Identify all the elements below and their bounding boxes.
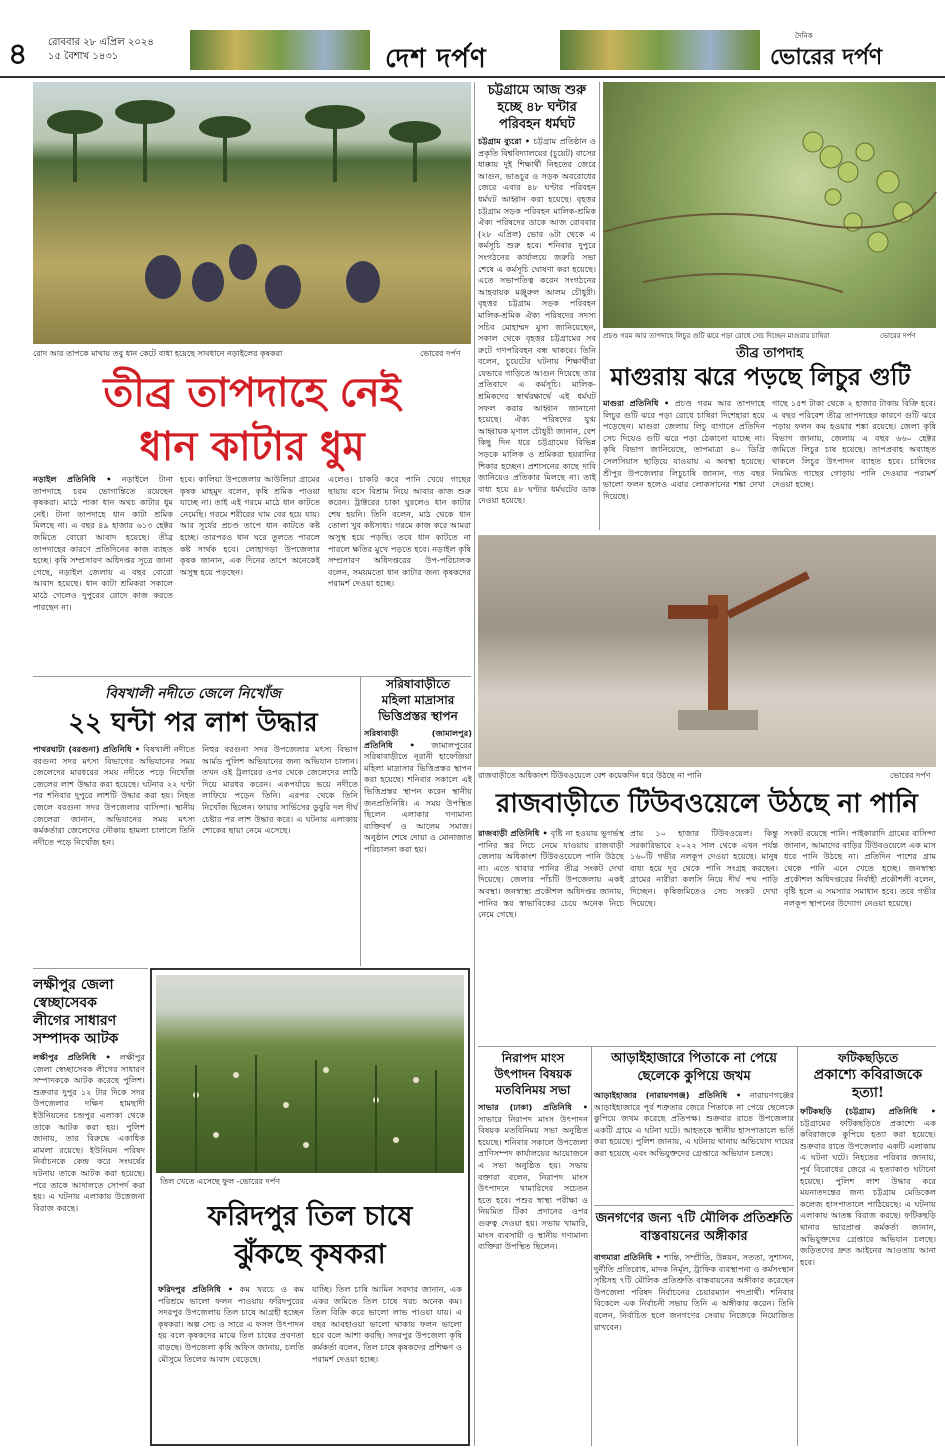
story7-text: লক্ষীপুর জেলা স্বেচ্ছাসেবক লীগের সাধারণ সম্পাদককে আটক করেছে পুলিশ। শুক্রবার দুপুর ১২ টার দিকে সদর উপজেলার দক্ষিণ হামছাদী ইউনিয়নের চন্দ্রপুর এলাকা থেকে তাকে আটক করা হয়। পুলিশ জানায়, তার বিরুদ্ধে একাধিক মামলা রয়েছে। ইউনিয়ন পরিষদ নির্বাচনকে কেন্দ্র করে সংঘর্ষের ঘটনায় তাকে আটক করা হয়েছে। পরে তাকে আদালতে সোপর্দ করা হয়। এ ঘটনায় এলাকায় উত্তেজনা বিরাজ করছে।: [33, 1052, 145, 1213]
rice-harvest-illustration: [33, 82, 471, 344]
story3-text-2: গাছে ১৫শ টাকা থেকে ২ হাজার টাকায় বিক্রি হবে। এ বছর পরিবেশ তীব্র তাপদাহের কারণে গুটি ঝরে পড়ায় ফলন কম হওয়ার শঙ্কা রয়েছে। জেলা কৃষি বিভাগ জানায়, জেলায় এ বছর ৬৬০ হেক্টর জমিতে লিচুর চাষ হয়েছে। তাপপ্রবাহ অব্যাহত থাকলে লিচুর উৎপাদন ব্যাহত হবে। চাষিদের নিয়মিত গাছের গোড়ায় পানি দেওয়ার পরামর্শ দেওয়া হচ্ছে।: [772, 398, 936, 490]
story4-byline: পাথরঘাটা (বরগুনা) প্রতিনিধি •: [33, 744, 141, 754]
story3-column-2: [772, 398, 936, 530]
sesame-photo-caption: তিল খেতে এসেছে ফুল -ভোরের দর্পণ: [160, 1177, 281, 1186]
tubewell-photo: [478, 535, 936, 767]
story3-kicker: তীব্র তাপদাহ: [735, 346, 804, 361]
story5-body: [364, 728, 472, 964]
story1-text-1: নড়াইলে টানা তাপদাহে চরম ভোগান্তিতে রয়েছেন কৃষকরা। মাঠে পাকা ধান অথচ কাটার ধুম নেই। টানা তাপদাহে ধান কাটা শ্রমিক মিলছে না। এ বছর ৪৯ হাজার ৬১৩ হেক্টর জমিতে বোরো আবাদ হয়েছে। তীব্র তাপদাহের কারণে প্রতিদিনের কাজ ব্যাহত হচ্ছে। কৃষি সম্প্রসারণ অধিদপ্তর সূত্রে জানা গেছে, নড়াইল জেলায় এ বছর বোরো আবাদ হয়েছে। ধান কাটা শ্রমিকরা সকালে মাঠে গেলেও দুপুরের রোদে কাজ করতে পারছেন না।: [33, 474, 173, 612]
tubewell-photo-caption: রাজবাড়ীতে অধিকাংশ টিউবওয়েলে বেশ কয়েকদিন ধরে উঠছে না পানি: [478, 771, 702, 780]
date-bengali: ১৫ বৈশাখ ১৪৩১: [48, 51, 119, 62]
litchi-photo-caption: প্রচণ্ড গরম আর তাপদাহে লিচুর গুটি ঝরে পড়া রোধে সেচ দিচ্ছেন মাগুরার চাষিরা: [603, 332, 830, 340]
story7-headline-line1: লক্ষীপুর জেলা: [33, 977, 114, 993]
story8-column-1: [158, 1284, 304, 1440]
story10-text: নারায়ণগঞ্জের আড়াইহাজারে পূর্ব শত্রুতার জেরে পিতাকে না পেয়ে ছেলেকে কুপিয়ে জখম করেছে প্রতিপক্ষ। শুক্রবার রাতে উপজেলার একটি গ্রামে এ ঘটনা ঘটে। আহতকে স্থানীয় হাসপাতালে ভর্তি করা হয়েছে। পুলিশ জানায়, এ ঘটনায় থানায় অভিযোগ দায়ের করা হয়েছে এবং অভিযুক্তদের গ্রেপ্তারে অভিযান চলছে।: [594, 1090, 794, 1158]
story3-headline: মাগুরায় ঝরে পড়ছে লিচুর গুটি: [610, 362, 911, 391]
story7-headline: [33, 976, 145, 1048]
sesame-photo: [156, 975, 464, 1173]
story4-column-2: [202, 744, 358, 964]
story2-headline-line3: পরিবহন ধর্মঘট: [499, 117, 575, 132]
story12-byline: ফটিকছড়ি (চট্টগ্রাম) প্রতিনিধি •: [800, 1106, 936, 1116]
story1-column-2: [180, 474, 320, 670]
divider: [594, 1205, 794, 1206]
litchi-photo: [603, 82, 936, 328]
masthead-banner-photos-right: [560, 30, 760, 70]
column-rule: [360, 676, 361, 966]
column-rule: [599, 82, 600, 530]
page-number: ৪: [8, 37, 28, 72]
story9-headline-line1: নিরাপদ মাংস: [501, 1051, 565, 1065]
story2-headline-line1: চট্টগ্রামে আজ শুরু: [487, 83, 587, 98]
column-rule: [591, 1046, 592, 1446]
divider: [478, 1046, 936, 1047]
story6-byline: রাজবাড়ী প্রতিনিধি •: [478, 828, 548, 838]
rice-photo-caption: রোদ আর তাপকে মাথায় তবু ধান কেটে বাধা হয়েছে সাবধানে নড়াইলের কৃষকরা: [33, 349, 283, 358]
date-gregorian: রোববার ২৮ এপ্রিল ২০২৪: [48, 37, 154, 48]
story2-headline: [478, 82, 596, 133]
story2-text: চট্টগ্রাম প্রতিষ্ঠান ও প্রকৃতি বিশ্ববিদ্যালয়ের (চুয়েট) বাসের ধাক্কায় দুই শিক্ষার্থী নিহতের জেরে আগুন, ভাঙচুর ও সড়ক অবরোধের জেরে এবার ৪৮ ঘণ্টার পরিবহন ধর্মঘট আহ্বান করা হয়েছে। বৃহত্তর চট্টগ্রাম সড়ক পরিবহন মালিক-শ্রমিক ঐক্য পরিষদের ডাকে আজ রোববার (২৮ এপ্রিল) ভোর ৬টা থেকে এ কর্মসূচি শুরু হবে। শনিবার দুপুরে সংগঠনের কার্যালয়ে জরুরি সভা শেষে এ কর্মসূচি ঘোষণা করা হয়েছে। এতে সভাপতিত্ব করেন সংগঠনের আহবায়ক মঞ্জুরুল আলম চৌধুরী। বৃহত্তর চট্টগ্রাম সড়ক পরিবহন মালিক-শ্রমিক ঐক্য পরিষদের সদস্য সচিব মোহাম্মদ মুসা জানিয়েছেন, সকাল থেকে বৃহত্তর চট্টগ্রামের সব রুটে গণপরিবহন বন্ধ থাকবে। তিনি বলেন, চুয়েটের ঘটনায় শিক্ষার্থীরা যেভাবে গাড়িতে আগুন দিয়েছে তার প্রতিবাদে এ কর্মসূচি। মালিক-শ্রমিকদের স্বার্থরক্ষার্থে এই ধর্মঘট সফল করার আহ্বান জানানো হয়েছে। ঐক্য পরিষদের যুগ্ম আহ্বায়ক মৃণাল চৌধুরী জানান, বেশ কিছু দিন ধরে চট্টগ্রামের বিভিন্ন সড়কে মালিক ও শ্রমিকরা হয়রানির শিকার হচ্ছেন। প্রশাসনের কাছে দাবি জানিয়েও প্রতিকার মিলছে না। তাই বাধ্য হয়ে ৪৮ ঘণ্টার ধর্মঘটের ডাক দেওয়া হয়েছে।: [478, 136, 597, 506]
story4-column-1: [33, 744, 195, 964]
rice-harvest-photo: [33, 82, 471, 344]
story5-headline-line1: সরিষাবাড়ীতে: [385, 677, 451, 691]
story7-headline-line4: সম্পাদক আটক: [33, 1031, 119, 1047]
story9-body: [478, 1102, 588, 1444]
story4-kicker: বিষখালী নদীতে জেলে নিখোঁজ: [105, 686, 281, 702]
story1-text-3: এলেও। চাকরি করে পানি খেয়ে গাছের ছায়ায় বসে বিশ্রাম নিয়ে আবার কাজ শুরু করেন। ট্রাক্টরের চাকা ঘুরলেও ধান কাটার শেষ হয়নি। তিনি বলেন, মাঠ থেকে ধান তোলা খুব কষ্টসাধ্য। গরমে কাজ করে আমরা অসুস্থ হয়ে পড়ছি। তবে ধান কাটতে না পারলে ক্ষতির মুখে পড়তে হবে। নড়াইল কৃষি সম্প্রসারণ অধিদপ্তরের উপ-পরিচালক বলেন, সময়মতো ধান কাটার জন্য কৃষকদের পরামর্শ দেওয়া হচ্ছে।: [328, 474, 471, 589]
sesame-illustration: [156, 975, 464, 1173]
story10-headline: [594, 1050, 794, 1086]
story4-text-2: নিহুর বরগুনা সদর উপজেলার মৎস্য বিভাগ আর্মড পুলিশ অভিযানের জন্য অভিযান চালান। তখন ওই ট্রলারের ওপর থেকে জেলেদের লাঠি দিয়ে মারধর করেন। একপর্যায়ে ভয়ে নদীতে লাফিয়ে পড়েন তিনি। এরপর থেকে তিনি নিখোঁজ ছিলেন। ফায়ার সার্ভিসের ডুবুরি দল দীর্ঘ চেষ্টার পর লাশ উদ্ধার করে। এ ঘটনায় এলাকায় শোকের ছায়া নেমে এসেছে।: [202, 744, 358, 836]
story1-column-3: [328, 474, 471, 670]
story7-byline: লক্ষীপুর প্রতিনিধি •: [33, 1052, 111, 1062]
story10-byline: আড়াইহাজার (নারায়ণগঞ্জ) প্রতিনিধি •: [594, 1090, 742, 1100]
story1-text-2: হবে। কালিয়া উপজেলার আউলিয়া গ্রামের কৃষক মাহমুদ বলেন, কৃষি শ্রমিক পাওয়া যাচ্ছে না। তাই এই গরমে মাঠে ধান কাটতে নেমেছি। গরমে শরীরের ঘাম বের হয়ে যায়। আর সূর্যের প্রচণ্ড তাপে ধান কাটতে কষ্ট হচ্ছে। তারপরও ধান ঘরে তুলতে পারলে কষ্ট সার্থক হবে। লোহাগড়া উপজেলার কৃষক জানান, এক দিনের তাপে অনেকেই অসুস্থ হয়ে পড়ছেন।: [180, 474, 320, 577]
story11-headline-line1: জনগণের জন্য ৭টি মৌলিক প্রতিশ্রুতি: [595, 1211, 793, 1226]
section-title: দেশ দর্পণ: [385, 44, 487, 74]
story7-headline-line2: স্বেচ্ছাসেবক: [33, 995, 97, 1011]
divider: [33, 676, 471, 677]
story9-headline-line2: উৎপাদন বিষয়ক: [494, 1067, 572, 1081]
story8-headline-line1: ফরিদপুর তিল চাষে: [207, 1201, 413, 1232]
story1-headline: [33, 366, 471, 474]
story6-column-2: [630, 828, 778, 1042]
story12-kicker: ফটিকছড়িতে: [837, 1051, 899, 1065]
story9-headline: [478, 1050, 588, 1098]
story4-headline: ২২ ঘন্টা পর লাশ উদ্ধার: [68, 708, 318, 738]
divider: [33, 968, 148, 969]
story1-headline-line1: তীব্র তাপদাহে নেই: [103, 369, 401, 416]
story5-headline: [364, 676, 472, 724]
story2-body-continued: [478, 422, 596, 530]
story6-text-3: সংকট রয়েছে পানি। পাইকারাদি গ্রামের বাসিন্দা জানান, আমাদের বাড়ির টিউবওয়েলে এক মাস ধরে পানি উঠছে না। প্রতিদিন পাশের গ্রাম থেকে পানি এনে খেতে হচ্ছে। জনস্বাস্থ্য প্রকৌশল অধিদপ্তরের নির্বাহী প্রকৌশলী বলেন, বৃষ্টি হলে এ সমস্যার সমাধান হবে। তবে গভীর নলকূপ স্থাপনের উদ্যোগ নেওয়া হয়েছে।: [784, 828, 936, 908]
story7-headline-line3: লীগের সাধারণ: [33, 1013, 117, 1029]
date-box: [48, 36, 154, 64]
story2-byline: চট্টগ্রাম ব্যুরো •: [478, 136, 531, 146]
story9-byline: সাভার (ঢাকা) প্রতিনিধি •: [478, 1102, 588, 1112]
story8-headline-line2: ঝুঁকছে কৃষকরা: [234, 1239, 386, 1270]
story8-column-2: [312, 1284, 462, 1440]
story10-headline-line2: ছেলেকে কুপিয়ে জখম: [637, 1069, 751, 1084]
story10-body: [594, 1090, 794, 1200]
story11-headline: [594, 1210, 794, 1246]
story1-column-1: [33, 474, 173, 670]
rice-photo-credit: ভোরের দর্পণ: [420, 349, 461, 358]
story3-column-1: [603, 398, 765, 530]
story6-text-1: বৃষ্টি না হওয়ায় ভূগর্ভস্থ পানির স্তর নিচে নেমে যাওয়ায় রাজবাড়ী জেলায় অধিকাংশ টিউবওয়েলে পানি উঠছে না। এতে খাবার পানির তীব্র সংকট দেখা দিয়েছে। জেলার পাঁচটি উপজেলায় একই অবস্থা। জনস্বাস্থ্য প্রকৌশল অধিদপ্তর জানায়, পানির স্তর স্বাভাবিকের চেয়ে অনেক নিচে নেমে গেছে।: [478, 828, 624, 920]
story12-headline: [800, 1066, 936, 1102]
story11-text: শান্তি, সম্প্রীতি, উন্নয়ন, সততা, সুশাসন, দুর্নীতি প্রতিরোধ, মাদক নির্মূল, ট্রাফিক ব্যবস্থাপনা ও কর্মসংস্থান সৃষ্টিসহ ৭টি মৌলিক প্রতিশ্রুতি বাস্তবায়নের অঙ্গীকার করেছেন উপজেলা পরিষদ নির্বাচনের চেয়ারম্যান পদপ্রার্থী। শনিবার বিকেলে এক নির্বাচনী সভায় তিনি এ অঙ্গীকার করেন। তিনি বলেন, নির্বাচিত হলে জনগণের সেবায় নিজেকে নিয়োজিত রাখবেন।: [594, 1252, 794, 1332]
story6-column-1: [478, 828, 624, 1042]
story9-text: সাভারে নিরাপদ মাংস উৎপাদন বিষয়ক মতবিনিময় সভা অনুষ্ঠিত হয়েছে। শনিবার সকালে উপজেলা প্রাণিসম্পদ কার্যালয়ের আয়োজনে এ সভা অনুষ্ঠিত হয়। সভায় বক্তারা বলেন, নিরাপদ মাংস উৎপাদনে খামারিদের সচেতন হতে হবে। পশুর স্বাস্থ্য পরীক্ষা ও নিয়মিত টিকা প্রদানের ওপর গুরুত্ব দেওয়া হয়। সভায় খামারি, মাংস ব্যবসায়ী ও স্থানীয় গণ্যমান্য ব্যক্তিরা উপস্থিত ছিলেন।: [478, 1113, 588, 1252]
story11-body: [594, 1252, 794, 1444]
brand-logo: ভোরের দর্পণ: [770, 44, 883, 70]
litchi-photo-credit: ভোরের দর্পণ: [880, 332, 916, 340]
story8-text-1: কম খরচে ও কম পরিশ্রমে ভালো ফলন পাওয়ায় ফরিদপুরের সদরপুর উপজেলায় তিল চাষে আগ্রহী হচ্ছেন কৃষকরা। অল্প সেচ ও সারে এ ফসল উৎপাদন হয় বলে কৃষকদের মাঝে তিল চাষের প্রবণতা বাড়ছে। উপজেলা কৃষি অফিস জানায়, চলতি মৌসুমে তিলের আবাদ বেড়েছে।: [158, 1284, 304, 1364]
story12-headline-line2: হত্যা!: [851, 1085, 885, 1101]
story2-body: [478, 136, 597, 506]
story8-byline: ফরিদপুর প্রতিনিধি •: [158, 1284, 234, 1294]
story12-body: [800, 1106, 936, 1444]
story8-headline: [150, 1198, 470, 1274]
column-rule: [797, 1046, 798, 1446]
tubewell-illustration: [478, 535, 936, 767]
story6-text-2: প্রায় ১০ হাজার টিউবওয়েল। কিন্তু সরকারিভাবে ২০২২ সাল থেকে এখন পর্যন্ত ১৬০টি গভীর নলকূপ দেওয়া হয়েছে। মানুষ বাধ্য হয়ে দূর থেকে পানি সংগ্রহ করছেন। গ্রামের নারীরা কলসি নিয়ে দীর্ঘ পথ পাড়ি দিচ্ছেন। কৃষিজমিতেও সেচ সংকট দেখা দিয়েছে।: [630, 828, 778, 908]
brand-tag: দৈনিক: [795, 32, 813, 40]
story5-text: জামালপুরের সরিষাবাড়ীতে নূরানী হাফেজিয়া মহিলা মাদ্রাসার ভিত্তিপ্রস্তর স্থাপন করা হয়েছে। শনিবার সকালে এই ভিত্তিপ্রস্তর স্থাপন করেন স্থানীয় জনপ্রতিনিধি। এ সময় উপস্থিত ছিলেন এলাকার গণ্যমান্য ব্যক্তিবর্গ ও আলেম সমাজ। অনুষ্ঠান শেষে দোয়া ও মোনাজাত পরিচালনা করা হয়।: [364, 739, 472, 854]
column-rule: [474, 82, 475, 1446]
story3-text-1: প্রচণ্ড গরম আর তাপদাহে লিচুর গুটি ঝরে পড়া রোধে চাষিরা দিশেহারা হয়ে পড়েছেন। মাগুরা জেলায় লিচু বাগানে প্রতিদিন সেচ দিয়েও গুটি ঝরে পড়া ঠেকানো যাচ্ছে না। কৃষি বিভাগ জানিয়েছে, তাপমাত্রা ৪০ ডিগ্রি সেলসিয়াস ছাড়িয়ে যাওয়ায় এ অবস্থা হয়েছে। শ্রীপুর উপজেলার লিচুচাষি জানান, গত বছর ভালো ফলন হলেও এবার লোকসানের শঙ্কা দেখা দিয়েছে।: [603, 398, 765, 501]
story6-headline: রাজবাড়ীতে টিউবওয়েলে উঠছে না পানি: [496, 789, 918, 819]
litchi-illustration: [603, 82, 936, 328]
story5-byline: সরিষাবাড়ী (জামালপুর) প্রতিনিধি •: [364, 728, 472, 750]
masthead-banner-photos-left: [190, 30, 370, 70]
story1-headline-line2: ধান কাটার ধুম: [139, 423, 365, 470]
story12-headline-line1: প্রকাশ্যে কবিরাজকে: [813, 1067, 923, 1083]
story5-headline-line3: ভিত্তিপ্রস্তর স্থাপন: [378, 709, 458, 723]
story4-text-1: বিষখালী নদীতে বরগুনা সদর মৎস্য বিভাগের অভিযানের সময় জেলেদের মারধরের সময় নদীতে পড়ে নিখোঁজ জেলের লাশ উদ্ধার করা হয়েছে। ঘটনার ২২ ঘণ্টা পর শনিবার দুপুরে লাশটি উদ্ধার করা হয়। নিহত জেলে বরগুনা সদর উপজেলার বাসিন্দা। স্থানীয় জেলেরা জানান, অভিযানের সময় মৎস্য কর্মকর্তারা জেলেদের নৌকায় হামলা চালালে তিনি নদীতে পড়ে নিখোঁজ হন।: [33, 744, 195, 847]
story1-byline: নড়াইল প্রতিনিধি •: [33, 474, 112, 484]
story7-body: [33, 1052, 145, 1444]
story3-byline: মাগুরা প্রতিনিধি •: [603, 398, 670, 408]
story9-headline-line3: মতবিনিময় সভা: [495, 1083, 571, 1097]
story12-text: চট্টগ্রামের ফটিকছড়িতে প্রকাশ্যে এক কবিরাজকে কুপিয়ে হত্যা করা হয়েছে। শুক্রবার রাতে উপজেলার একটি এলাকায় এ ঘটনা ঘটে। নিহতের পরিবার জানায়, পূর্ব বিরোধের জেরে এ হত্যাকাণ্ড ঘটানো হয়েছে। পুলিশ লাশ উদ্ধার করে ময়নাতদন্তের জন্য চট্টগ্রাম মেডিকেল কলেজ হাসপাতালে পাঠিয়েছে। এ ঘটনায় এলাকায় আতঙ্ক বিরাজ করছে। ফটিকছড়ি থানার ভারপ্রাপ্ত কর্মকর্তা জানান, অভিযুক্তদের গ্রেপ্তারে অভিযান চলছে। জড়িতদের দ্রুত আইনের আওতায় আনা হবে।: [800, 1117, 936, 1267]
story2-headline-line2: হচ্ছে ৪৮ ঘন্টার: [497, 100, 577, 115]
story5-headline-line2: মহিলা মাদ্রাসার: [381, 693, 455, 707]
story11-byline: বাগমারা প্রতিনিধি •: [594, 1252, 661, 1262]
tubewell-photo-credit: ভোরের দর্পণ: [890, 771, 931, 780]
story8-text-2: যাচ্ছি। তিল চাষি আমিন সরদার জানান, এক একর জমিতে তিল চাষে খরচ অনেক কম। তিল বিক্রি করে ভালো লাভ পাওয়া যায়। এ বছর আবহাওয়া ভালো থাকায় ফলন ভালো হবে বলে আশা করছি। সদরপুর উপজেলা কৃষি কর্মকর্তা বলেন, তিল চাষে কৃষকদের প্রশিক্ষণ ও পরামর্শ দেওয়া হচ্ছে।: [312, 1284, 462, 1364]
story6-column-3: [784, 828, 936, 1042]
story11-headline-line2: বাস্তবায়নের অঙ্গীকার: [640, 1229, 748, 1244]
story10-headline-line1: আড়াইহাজারে পিতাকে না পেয়ে: [611, 1051, 777, 1066]
